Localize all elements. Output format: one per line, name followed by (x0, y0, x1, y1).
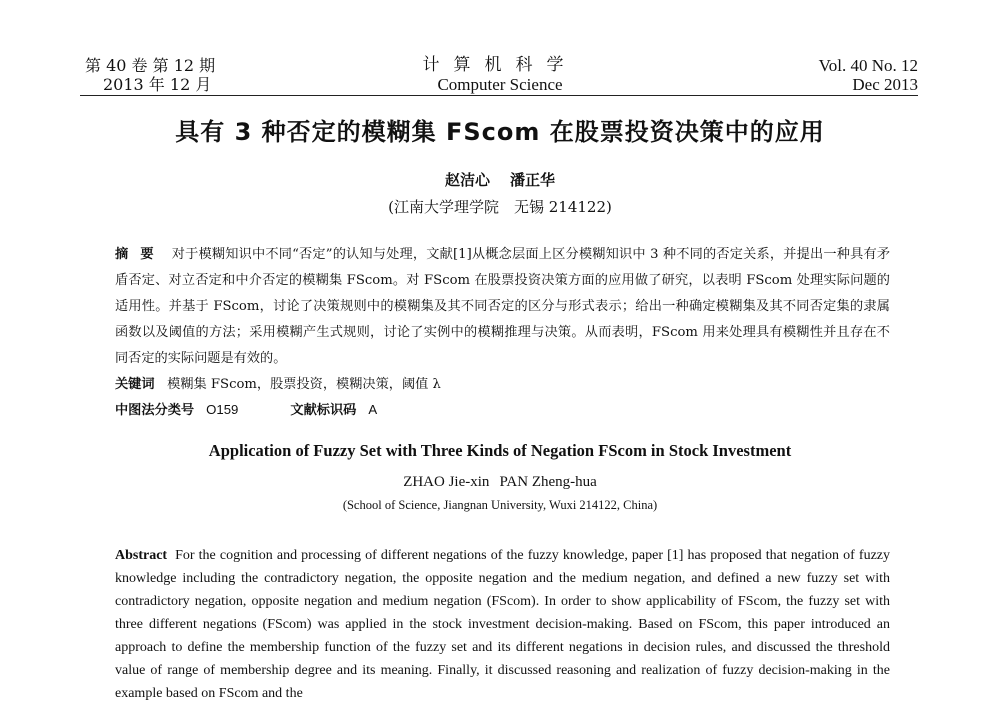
paper-title: 具有 3 种否定的模糊集 FScom 在股票投资决策中的应用 (175, 118, 825, 146)
author-name: 赵洁心 (444, 171, 490, 189)
abstract-cn (115, 242, 890, 372)
keywords-label: 关键词 (115, 377, 155, 392)
classification (115, 399, 377, 418)
doc-code-value: A (368, 402, 378, 417)
abstract-en (115, 544, 890, 705)
english-title: Application of Fuzzy Set with Three Kinds of Negation FScom in Stock Investment (208, 441, 792, 460)
clc-label: 中图法分类号 (115, 403, 195, 418)
abstract-cn-label: 摘要 (115, 247, 166, 262)
volume-issue-en: Vol. 40 No. 12 (818, 56, 918, 75)
issue-date-en: Dec 2013 (852, 75, 918, 94)
english-author-name: PAN Zheng-hua (499, 474, 597, 490)
abstract-en-label: Abstract (115, 548, 168, 563)
header-rule (80, 95, 918, 96)
keywords (115, 373, 441, 392)
abstract-en-text: For the cognition and processing of different negations of the fuzzy knowledge, paper [1] has proposed that negation of fuzzy knowledge including the contradictory negation, the opposite negation and the medium negation, and defined a new fuzzy set with contradictory negation, opposite negation and medium negation (FScom). In order to show applicability of FScom, the fuzzy set with three different negations (FScom) was applied in the stock investment decision-making. Based on FScom, this paper introduced an approach to define the membership function of the fuzzy set and its different negations in decision rules, and discussed the threshold value of range of membership degree and its meaning. Finally, it discussed reasoning and realization of fuzzy decision-making in the example based on FScom and the (115, 548, 890, 701)
issue-date-cn: 2013 年 12 月 (103, 75, 212, 94)
volume-issue: 第 40 卷 第 12 期 (85, 56, 216, 75)
affiliation: (江南大学理学院 无锡 214122) (388, 198, 612, 216)
doc-code-label: 文献标识码 (290, 403, 357, 418)
author-name: 潘正华 (510, 171, 556, 189)
english-affiliation: (School of Science, Jiangnan University, Wuxi 214122, China) (342, 498, 658, 512)
journal-name-cn: 计算机科学 (422, 55, 578, 75)
abstract-cn-text: 对于模糊知识中不同“否定”的认知与处理，文献[1]从概念层面上区分模糊知识中 3 种不同的否定关系，并提出一种具有矛盾否定、对立否定和中介否定的模糊集 FScom。对 FScom 在股票投资决策方面的应用做了研究，以表明 FScom 处理实际问题的适用性。并基于 FScom，讨论了决策规则中的模糊集及其不同否定的区分与形式表示；给出一种确定模糊集及其不同否定集的隶属函数以及阈值的方法；采用模糊产生式规则，讨论了实例中的模糊推理与决策。从而表明，FScom 用来处理具有模糊性并且存在不同否定的实际问题是有效的。 (115, 247, 891, 366)
journal-name-en: Computer Science (437, 75, 563, 94)
english-author-name: ZHAO Jie-xin (403, 474, 490, 490)
keywords-text: 模糊集 FScom，股票投资，模糊决策，阈值 λ (167, 377, 441, 392)
clc-value: O159 (206, 402, 239, 417)
author-list (0, 169, 1000, 190)
journal-volume-en (819, 56, 918, 94)
english-author-list (0, 474, 1000, 491)
